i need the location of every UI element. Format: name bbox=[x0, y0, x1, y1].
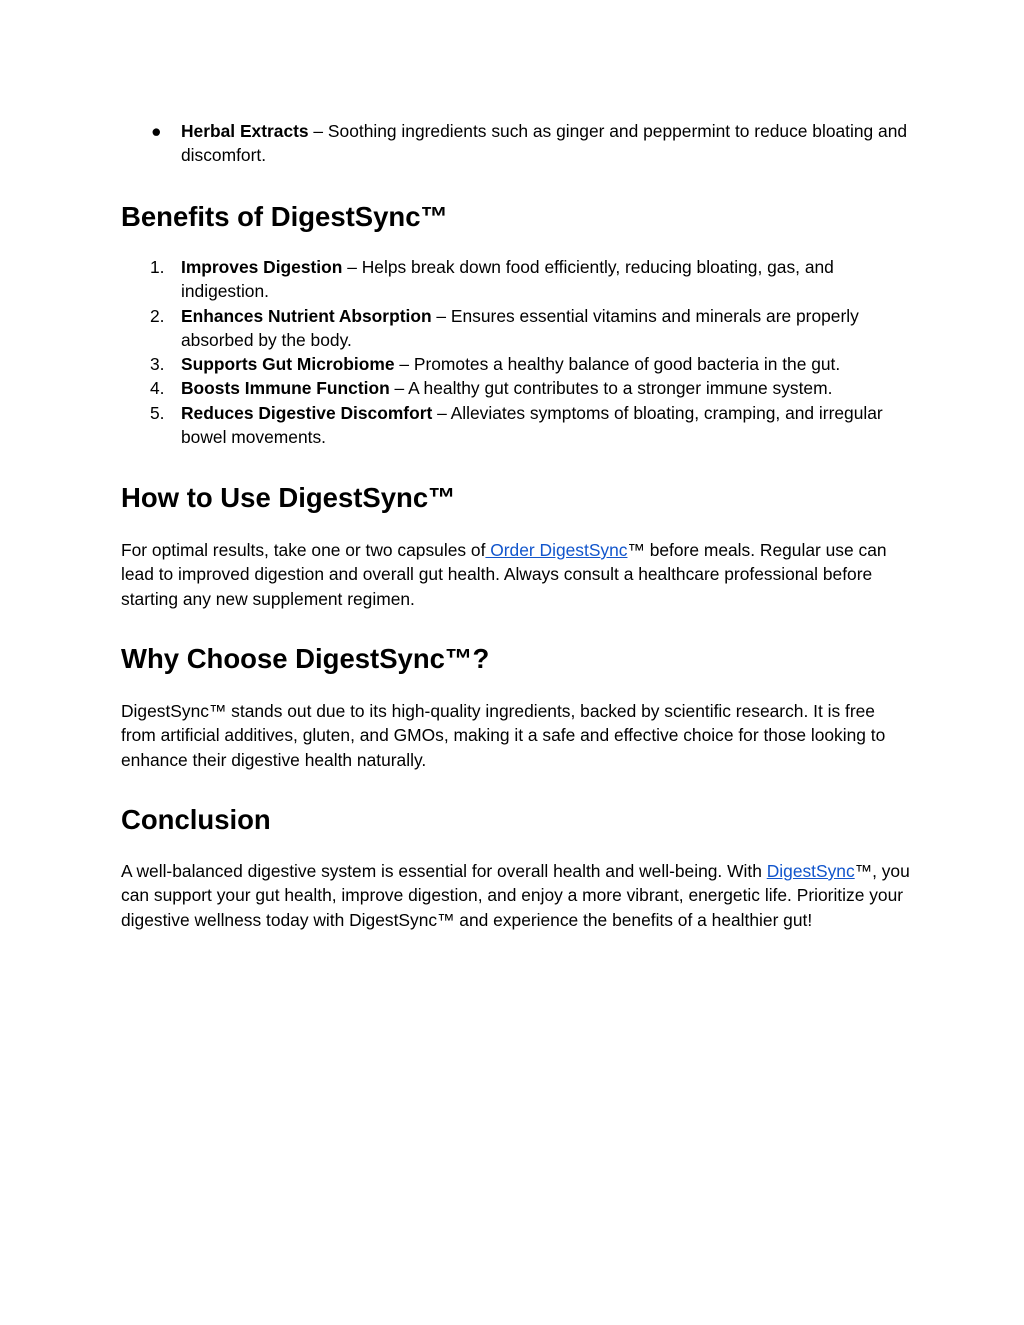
section-heading-benefits: Benefits of DigestSync™ bbox=[121, 201, 449, 232]
bullet-marker: ● bbox=[151, 121, 162, 141]
list-item-text: – Alleviates symptoms of bloating, cramping, and irregular bowel movements. bbox=[181, 402, 883, 448]
list-item-text: – A healthy gut contributes to a stronger immune system. bbox=[389, 378, 833, 399]
why-choose-paragraph: DigestSync™ stands out due to its high-quality ingredients, backed by scientific research. It is free from artificial additives, gluten, and GMOs, making it a safe and effective choice for those looking to enhance their digestive health naturally. bbox=[121, 701, 886, 770]
order-digestsync-link[interactable]: Order DigestSync bbox=[485, 540, 628, 560]
list-item-title: Enhances Nutrient Absorption bbox=[181, 305, 432, 326]
list-item-text: – Soothing ingredients such as ginger and peppermint to reduce bloating and discomfort. bbox=[181, 121, 908, 166]
list-item bbox=[121, 352, 911, 376]
section-heading-conclusion: Conclusion bbox=[121, 804, 271, 835]
list-number: 5. bbox=[150, 402, 165, 423]
paragraph-text: ™ before meals. Regular use can lead to improved digestion and overall gut health. Always consult a healthcare professional before starting any new supplement regimen. bbox=[121, 540, 887, 609]
list-item bbox=[121, 119, 911, 168]
list-item-title: Herbal Extracts bbox=[181, 121, 309, 141]
list-item-title: Supports Gut Microbiome bbox=[181, 354, 395, 375]
list-item-title: Reduces Digestive Discomfort bbox=[181, 402, 433, 423]
list-item bbox=[121, 255, 911, 304]
list-number: 3. bbox=[150, 354, 165, 375]
section-heading-how-to-use: How to Use DigestSync™ bbox=[121, 482, 456, 513]
paragraph-text: A well-balanced digestive system is essential for overall health and well-being. With bbox=[121, 861, 767, 881]
benefits-numbered-list bbox=[121, 255, 911, 449]
list-number: 1. bbox=[150, 257, 165, 277]
ingredients-bullet-list bbox=[121, 119, 911, 168]
digestsync-link[interactable]: DigestSync bbox=[766, 861, 855, 881]
list-item-text: – Helps break down food efficiently, reducing bloating, gas, and indigestion. bbox=[181, 257, 834, 302]
list-number: 2. bbox=[150, 305, 165, 326]
list-item bbox=[121, 401, 911, 450]
how-to-use-paragraph bbox=[121, 538, 911, 611]
list-item-title: Boosts Immune Function bbox=[181, 378, 390, 399]
paragraph-text: For optimal results, take one or two capsules of bbox=[121, 540, 486, 560]
list-item-text: – Ensures essential vitamins and minerals are properly absorbed by the body. bbox=[181, 305, 859, 350]
list-item bbox=[121, 376, 911, 400]
paragraph-text: ™, you can support your gut health, improve digestion, and enjoy a more vibrant, energetic life. Prioritize your digestive wellness today with DigestSync™ and experience the benefits of a healthier gut! bbox=[121, 861, 910, 930]
list-item-title: Improves Digestion bbox=[181, 257, 343, 277]
list-item-text: – Promotes a healthy balance of good bacteria in the gut. bbox=[394, 354, 841, 375]
list-item bbox=[121, 304, 911, 353]
list-number: 4. bbox=[150, 378, 165, 399]
section-heading-why-choose: Why Choose DigestSync™? bbox=[121, 643, 490, 674]
conclusion-paragraph bbox=[121, 859, 911, 932]
